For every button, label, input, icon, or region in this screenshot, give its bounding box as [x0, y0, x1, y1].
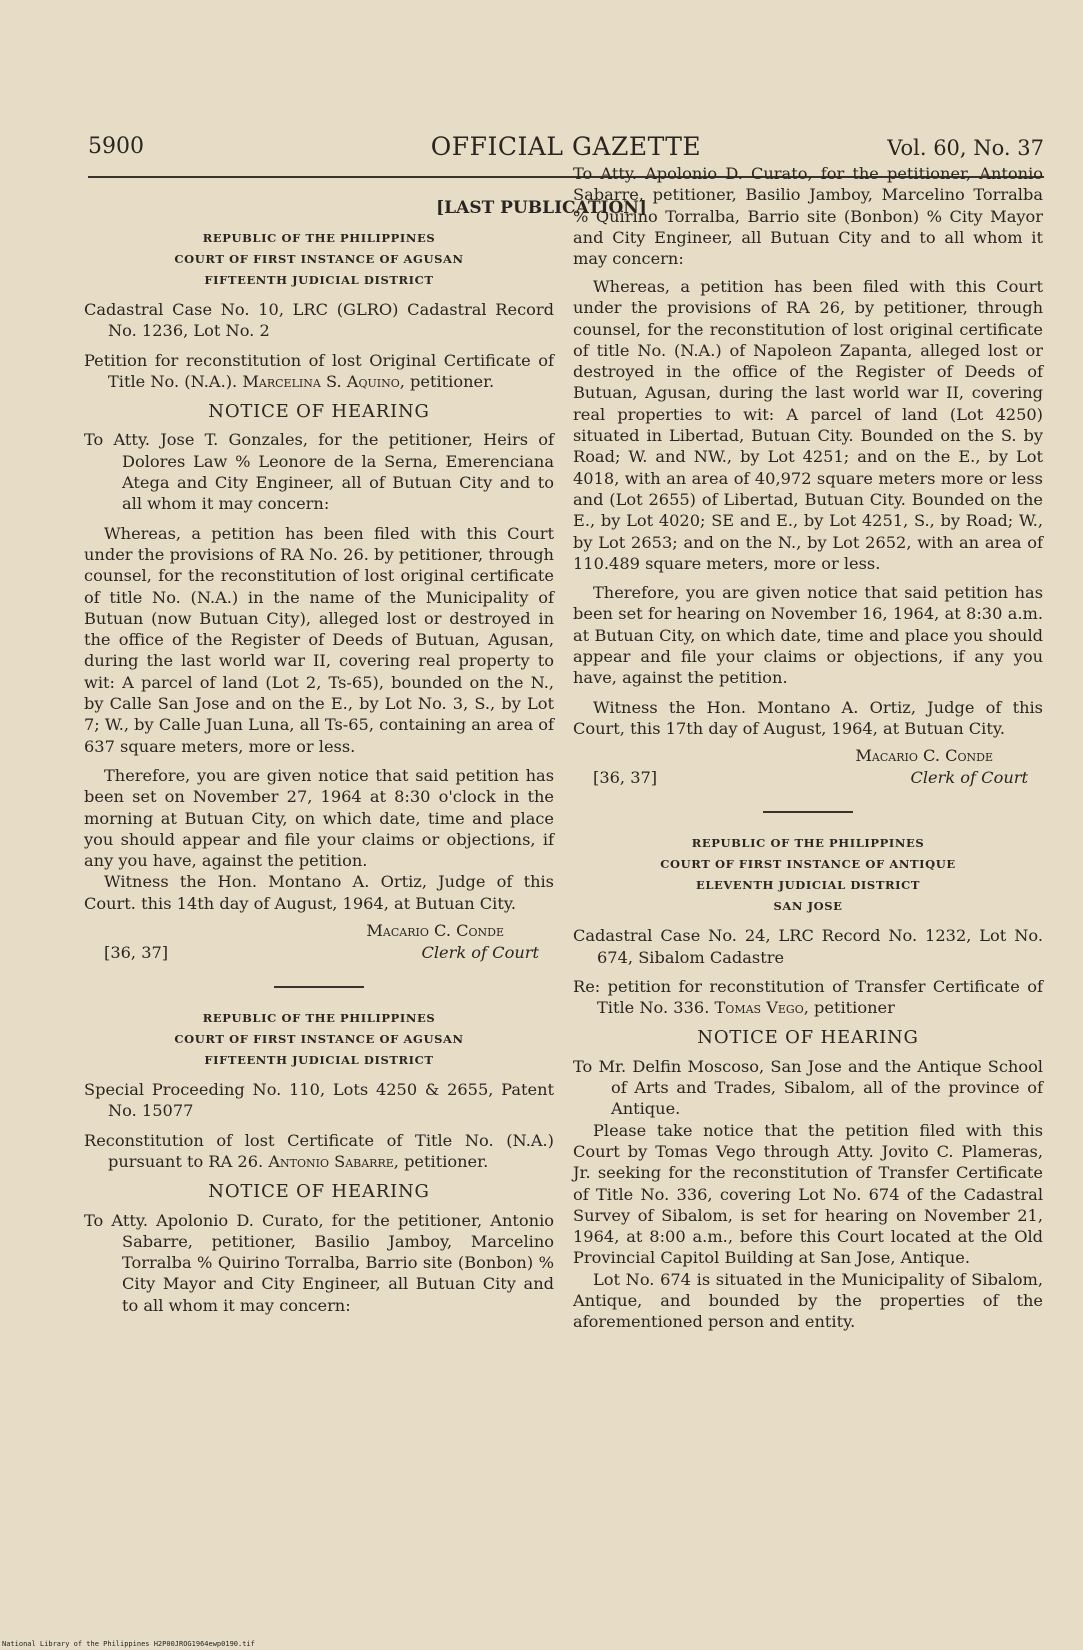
- signature-block: [573, 745, 1043, 789]
- court-heading: [84, 228, 554, 291]
- petition-text: Re: petition for reconstitution of Transfer Certificate of Title No. 336.: [573, 976, 1043, 1018]
- signatory-title: Clerk of Court: [421, 943, 539, 963]
- separator-rule: [763, 811, 853, 813]
- petitioner-name: Marcelina S. Aquino: [242, 371, 400, 391]
- court-line: REPUBLIC OF THE PHILIPPINES: [202, 1011, 436, 1026]
- notice-title: NOTICE OF HEARING: [208, 1181, 430, 1203]
- addressees: To Mr. Delfin Moscoso, San Jose and the Antique School of Arts and Trades, Sibalom, all of the province of Antique.: [573, 1056, 1043, 1119]
- whereas-paragraph: Whereas, a petition has been filed with this Court under the provisions of RA 26, by petitioner, through counsel, for the reconstitution of lost original certificate of title No. (N.A.) of Napoleon Zapanta, alleged lost or destroyed in the office of the Register of Deeds of Butuan, Agusan, during the last world war II, covering real properties to wit: A parcel of land (Lot 4250) situated in Libertad, Butuan City. Bounded on the S. by Road; W. and NW., by Lot 4251; and on the E., by Lot 4018, with an area of 40,972 square meters more or less and (Lot 2655) of Libertad, Butuan City. Bounded on the E., by Lot 4020; SE and E., by Lot 4251, S., by Road; W., by Lot 2653; and on the N., by Lot 2652, with an area of 110.489 square meters, more or less.: [573, 277, 1043, 573]
- volume-label: Vol. 60, No. 37: [887, 136, 1044, 160]
- lot-paragraph: Lot No. 674 is situated in the Municipality of Sibalom, Antique, and bounded by the properties of the aforementioned person and entity.: [573, 1269, 1043, 1332]
- signature-block: [84, 920, 554, 964]
- addressees: To Atty. Apolonio D. Curato, for the petitioner, Antonio Sabarre, petitioner, Basilio Jamboy, Marcelino Torralba % Quirino Torralba, Barrio site (Bonbon) % City Mayor and City Engineer, all Butuan City and to all whom it may concern:: [84, 1210, 554, 1315]
- whereas-paragraph: Whereas, a petition has been filed with this Court under the provisions of RA No. 26. by petitioner, through counsel, for the reconstitution of lost original certificate of title No. (N.A.) in the name of the Municipality of Butuan (now Butuan City), alleged lost or destroyed in the office of the Register of Deeds of Butuan, Agusan, during the last world war II, covering real property to wit: A parcel of land (Lot 2, Ts-65), bounded on the N., by Calle San Jose and on the E., by Lot No. 3, S., by Lot 7; W., by Calle Juan Luna, all Ts-65, containing an area of 637 square meters, more or less.: [84, 523, 554, 756]
- petition-description: [573, 976, 1043, 1019]
- therefore-paragraph: Therefore, you are given notice that said petition has been set on November 27, 1964 at 8:30 o'clock in the morning at Butuan City, on which date, time and place you should appear and file your claims or objections, if any you have, against the petition.: [84, 765, 554, 871]
- case-number: Special Proceeding No. 110, Lots 4250 & 2655, Patent No. 15077: [84, 1080, 554, 1121]
- archive-footer: National Library of the Philippines H2P00JROG1964ewp0190.tif: [2, 1640, 255, 1648]
- separator-rule: [274, 986, 364, 988]
- addressees: To Atty. Jose T. Gonzales, for the petitioner, Heirs of Dolores Law % Leonore de la Serna, Emerenciana Atega and City Engineer, all of Butuan City and to all whom it may concern:: [84, 430, 554, 514]
- petition-description: [84, 350, 554, 393]
- court-line: REPUBLIC OF THE PHILIPPINES: [691, 836, 925, 851]
- court-line: ELEVENTH JUDICIAL DISTRICT: [695, 878, 921, 893]
- notice-2: [84, 1008, 554, 1315]
- petitioner-suffix: , petitioner.: [399, 371, 495, 391]
- notice-title: NOTICE OF HEARING: [697, 1027, 919, 1049]
- notice-paragraph: Please take notice that the petition filed with this Court by Tomas Vego through Atty. Jovito C. Plameras, Jr. seeking for the reconstitution of Transfer Certificate of Title No. 336, covering Lot No. 674 of the Cadastral Survey of Sibalom, is set for hearing on November 21, 1964, at 8:00 a.m., before this Court located at the Old Provincial Capitol Building at San Jose, Antique.: [573, 1120, 1043, 1268]
- last-publication-label: [LAST PUBLICATION]: [436, 198, 647, 218]
- court-line: COURT OF FIRST INSTANCE OF AGUSAN: [174, 1032, 464, 1047]
- court-line: COURT OF FIRST INSTANCE OF ANTIQUE: [660, 857, 956, 872]
- case-number: Cadastral Case No. 10, LRC (GLRO) Cadastral Record No. 1236, Lot No. 2: [84, 300, 554, 341]
- notice-title: NOTICE OF HEARING: [208, 401, 430, 423]
- court-line: REPUBLIC OF THE PHILIPPINES: [202, 231, 436, 245]
- left-column: [84, 228, 554, 1315]
- signatory-title: Clerk of Court: [910, 768, 1028, 788]
- court-heading: [84, 1008, 554, 1071]
- right-column: [573, 164, 1043, 1333]
- petitioner-name: Antonio Sabarre: [268, 1151, 394, 1171]
- petition-text: Petition for reconstitution of lost Original Certificate of Title No. (N.A.).: [84, 350, 554, 391]
- court-line: FIFTEENTH JUDICIAL DISTRICT: [204, 273, 434, 287]
- court-heading: [573, 833, 1043, 917]
- petitioner-suffix: , petitioner: [803, 998, 895, 1018]
- petitioner-name: Tomas Vego: [714, 998, 804, 1018]
- petitioner-suffix: , petitioner.: [393, 1151, 489, 1171]
- court-line: FIFTEENTH JUDICIAL DISTRICT: [204, 1053, 434, 1068]
- page-number: 5900: [88, 134, 144, 159]
- addressees-continuation: To Atty. Apolonio D. Curato, for the petitioner, Antonio Sabarre, petitioner, Basilio Jamboy, Marcelino Torralba % Quirino Torralba, Barrio site (Bonbon) % City Mayor and City Engineer, all Butuan City and to all whom it may concern:: [573, 164, 1043, 269]
- therefore-paragraph: Therefore, you are given notice that said petition has been set for hearing on November 16, 1964, at 8:30 a.m. at Butuan City, on which date, time and place you should appear and file your claims or objections, if any you have, against the petition.: [573, 583, 1043, 688]
- witness-paragraph: Witness the Hon. Montano A. Ortiz, Judge of this Court. this 14th day of August, 1964, at Butuan City.: [84, 872, 554, 913]
- gazette-title: OFFICIAL GAZETTE: [430, 132, 702, 161]
- notice-1: [84, 228, 554, 964]
- petition-text: Reconstitution of lost Certificate of Title No. (N.A.) pursuant to RA 26.: [84, 1130, 554, 1171]
- notice-3: [573, 833, 1043, 1332]
- issue-reference: [36, 37]: [593, 768, 658, 788]
- witness-paragraph: Witness the Hon. Montano A. Ortiz, Judge of this Court, this 17th day of August, 1964, at Butuan City.: [573, 697, 1043, 738]
- issue-reference: [36, 37]: [104, 943, 169, 963]
- case-number: Cadastral Case No. 24, LRC Record No. 1232, Lot No. 674, Sibalom Cadastre: [573, 926, 1043, 967]
- petition-description: [84, 1130, 554, 1173]
- court-line: COURT OF FIRST INSTANCE OF AGUSAN: [174, 252, 464, 266]
- signatory-name: Macario C. Conde: [855, 746, 993, 766]
- addressees-continued: [573, 164, 1043, 269]
- signatory-name: Macario C. Conde: [366, 921, 504, 941]
- court-line: SAN JOSE: [773, 899, 843, 914]
